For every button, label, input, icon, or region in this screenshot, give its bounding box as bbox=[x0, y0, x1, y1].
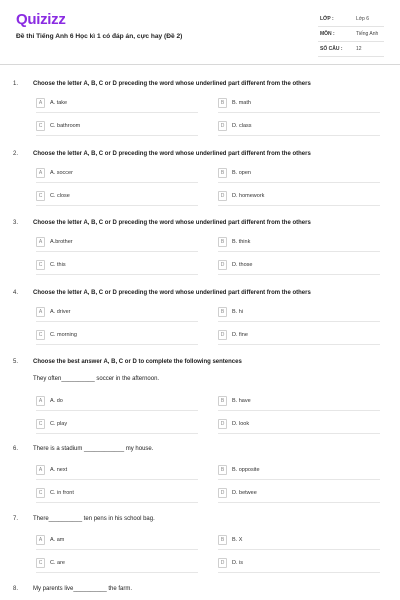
option-letter-box: D bbox=[218, 488, 227, 498]
option-letter-box: B bbox=[218, 535, 227, 545]
option-underline bbox=[36, 182, 198, 183]
meta-grade-value: Lớp 6 bbox=[356, 16, 370, 22]
option-underline bbox=[36, 112, 198, 113]
question-number: 6. bbox=[13, 446, 19, 452]
option-letter-box: A bbox=[36, 465, 45, 475]
option-label: D. class bbox=[232, 123, 252, 129]
option-label: C. close bbox=[50, 193, 70, 199]
option-underline bbox=[36, 479, 198, 480]
option-label: A. am bbox=[50, 537, 65, 543]
option-label: C. in front bbox=[50, 490, 74, 496]
question-number: 7. bbox=[13, 516, 19, 522]
option-d[interactable] bbox=[218, 419, 380, 432]
question-text: There__________ ten pens in his school bag. bbox=[33, 516, 155, 522]
option-underline bbox=[36, 502, 198, 503]
option-b[interactable] bbox=[218, 396, 380, 409]
meta-subject-value: Tiếng Anh bbox=[356, 31, 379, 37]
option-underline bbox=[218, 410, 380, 411]
option-letter-box: D bbox=[218, 330, 227, 340]
question-number: 4. bbox=[13, 290, 19, 296]
option-label: D. homework bbox=[232, 193, 265, 199]
document-header bbox=[0, 0, 400, 60]
option-a[interactable] bbox=[36, 535, 198, 548]
option-letter-box: A bbox=[36, 168, 45, 178]
option-underline bbox=[218, 112, 380, 113]
option-letter-box: C bbox=[36, 260, 45, 270]
option-b[interactable] bbox=[218, 237, 380, 250]
option-letter-box: A bbox=[36, 307, 45, 317]
meta-count-key: SỐ CÂU : bbox=[320, 46, 343, 52]
meta-grade bbox=[318, 13, 384, 27]
option-letter-box: B bbox=[218, 237, 227, 247]
option-c[interactable] bbox=[36, 191, 198, 204]
option-label: B. think bbox=[232, 239, 251, 245]
option-b[interactable] bbox=[218, 465, 380, 478]
option-underline bbox=[218, 205, 380, 206]
meta-subject-key: MÔN : bbox=[320, 31, 335, 37]
option-label: C. this bbox=[50, 262, 66, 268]
option-label: B. opposite bbox=[232, 467, 260, 473]
option-label: C. morning bbox=[50, 332, 77, 338]
option-underline bbox=[36, 205, 198, 206]
option-underline bbox=[36, 274, 198, 275]
option-label: B. have bbox=[232, 398, 251, 404]
option-letter-box: C bbox=[36, 419, 45, 429]
option-label: A.brother bbox=[50, 239, 73, 245]
option-underline bbox=[218, 321, 380, 322]
option-underline bbox=[36, 549, 198, 550]
document-title: Đề thi Tiếng Anh 6 Học kì 1 có đáp án, cực hay (Đề 2) bbox=[16, 33, 183, 40]
option-c[interactable] bbox=[36, 330, 198, 343]
option-label: D. look bbox=[232, 421, 250, 427]
option-c[interactable] bbox=[36, 121, 198, 134]
option-underline bbox=[218, 479, 380, 480]
option-underline bbox=[218, 274, 380, 275]
option-c[interactable] bbox=[36, 419, 198, 432]
option-d[interactable] bbox=[218, 191, 380, 204]
header-divider bbox=[0, 64, 400, 65]
option-label: C. play bbox=[50, 421, 68, 427]
option-d[interactable] bbox=[218, 121, 380, 134]
option-underline bbox=[218, 344, 380, 345]
option-label: A. soccer bbox=[50, 170, 73, 176]
option-underline bbox=[36, 433, 198, 434]
option-letter-box: D bbox=[218, 191, 227, 201]
question-text: Choose the letter A, B, C or D preceding the word whose underlined part different from the others bbox=[33, 220, 311, 226]
option-label: C. are bbox=[50, 560, 65, 566]
option-letter-box: D bbox=[218, 558, 227, 568]
option-label: A. driver bbox=[50, 309, 71, 315]
option-a[interactable] bbox=[36, 98, 198, 111]
option-label: A. do bbox=[50, 398, 63, 404]
quizizz-logo: Quizizz bbox=[16, 11, 66, 28]
question-text: There is a stadium ____________ my house. bbox=[33, 446, 154, 452]
option-a[interactable] bbox=[36, 307, 198, 320]
meta-subject bbox=[318, 28, 384, 42]
option-a[interactable] bbox=[36, 465, 198, 478]
option-d[interactable] bbox=[218, 260, 380, 273]
option-label: B. X bbox=[232, 537, 243, 543]
question-number: 8. bbox=[13, 586, 19, 592]
option-underline bbox=[36, 344, 198, 345]
option-label: D. fine bbox=[232, 332, 248, 338]
option-letter-box: B bbox=[218, 396, 227, 406]
option-letter-box: D bbox=[218, 419, 227, 429]
option-underline bbox=[36, 135, 198, 136]
option-label: A. take bbox=[50, 100, 68, 106]
option-letter-box: C bbox=[36, 330, 45, 340]
meta-count-value: 12 bbox=[356, 46, 362, 52]
option-letter-box: B bbox=[218, 307, 227, 317]
option-letter-box: C bbox=[36, 558, 45, 568]
option-a[interactable] bbox=[36, 396, 198, 409]
option-label: A. next bbox=[50, 467, 68, 473]
option-letter-box: B bbox=[218, 465, 227, 475]
question-number: 3. bbox=[13, 220, 19, 226]
option-letter-box: C bbox=[36, 191, 45, 201]
question-text: Choose the best answer A, B, C or D to complete the following sentences bbox=[33, 359, 242, 365]
option-label: D. those bbox=[232, 262, 253, 268]
option-letter-box: B bbox=[218, 168, 227, 178]
option-underline bbox=[218, 182, 380, 183]
option-letter-box: A bbox=[36, 396, 45, 406]
option-d[interactable] bbox=[218, 558, 380, 571]
option-b[interactable] bbox=[218, 98, 380, 111]
option-underline bbox=[36, 251, 198, 252]
question-number: 5. bbox=[13, 359, 19, 365]
option-letter-box: A bbox=[36, 535, 45, 545]
question-text: Choose the letter A, B, C or D preceding the word whose underlined part different from the others bbox=[33, 81, 311, 87]
question-number: 2. bbox=[13, 151, 19, 157]
option-label: B. math bbox=[232, 100, 251, 106]
option-underline bbox=[218, 549, 380, 550]
option-underline bbox=[218, 572, 380, 573]
question-text: My parents live__________ the farm. bbox=[33, 586, 133, 592]
option-label: B. open bbox=[232, 170, 251, 176]
option-d[interactable] bbox=[218, 488, 380, 501]
option-underline bbox=[218, 433, 380, 434]
option-underline bbox=[36, 410, 198, 411]
option-b[interactable] bbox=[218, 168, 380, 181]
option-letter-box: A bbox=[36, 237, 45, 247]
option-b[interactable] bbox=[218, 307, 380, 320]
option-underline bbox=[36, 321, 198, 322]
option-d[interactable] bbox=[218, 330, 380, 343]
meta-count bbox=[318, 43, 384, 57]
option-label: B. hi bbox=[232, 309, 244, 315]
question-sentence: They often__________ soccer in the afternoon. bbox=[33, 376, 160, 382]
option-label: C. bathroom bbox=[50, 123, 81, 129]
option-label: D. is bbox=[232, 560, 243, 566]
option-underline bbox=[218, 135, 380, 136]
option-b[interactable] bbox=[218, 535, 380, 548]
option-underline bbox=[218, 502, 380, 503]
option-c[interactable] bbox=[36, 558, 198, 571]
option-a[interactable] bbox=[36, 237, 198, 250]
option-c[interactable] bbox=[36, 488, 198, 501]
option-c[interactable] bbox=[36, 260, 198, 273]
question-text: Choose the letter A, B, C or D preceding the word whose underlined part different from the others bbox=[33, 290, 311, 296]
meta-grade-key: LỚP : bbox=[320, 16, 334, 22]
option-underline bbox=[36, 572, 198, 573]
option-underline bbox=[218, 251, 380, 252]
option-letter-box: D bbox=[218, 260, 227, 270]
question-number: 1. bbox=[13, 81, 19, 87]
option-letter-box: C bbox=[36, 488, 45, 498]
option-letter-box: D bbox=[218, 121, 227, 131]
option-letter-box: A bbox=[36, 98, 45, 108]
option-a[interactable] bbox=[36, 168, 198, 181]
option-label: D. betwee bbox=[232, 490, 257, 496]
option-letter-box: B bbox=[218, 98, 227, 108]
option-letter-box: C bbox=[36, 121, 45, 131]
question-text: Choose the letter A, B, C or D preceding the word whose underlined part different from the others bbox=[33, 151, 311, 157]
